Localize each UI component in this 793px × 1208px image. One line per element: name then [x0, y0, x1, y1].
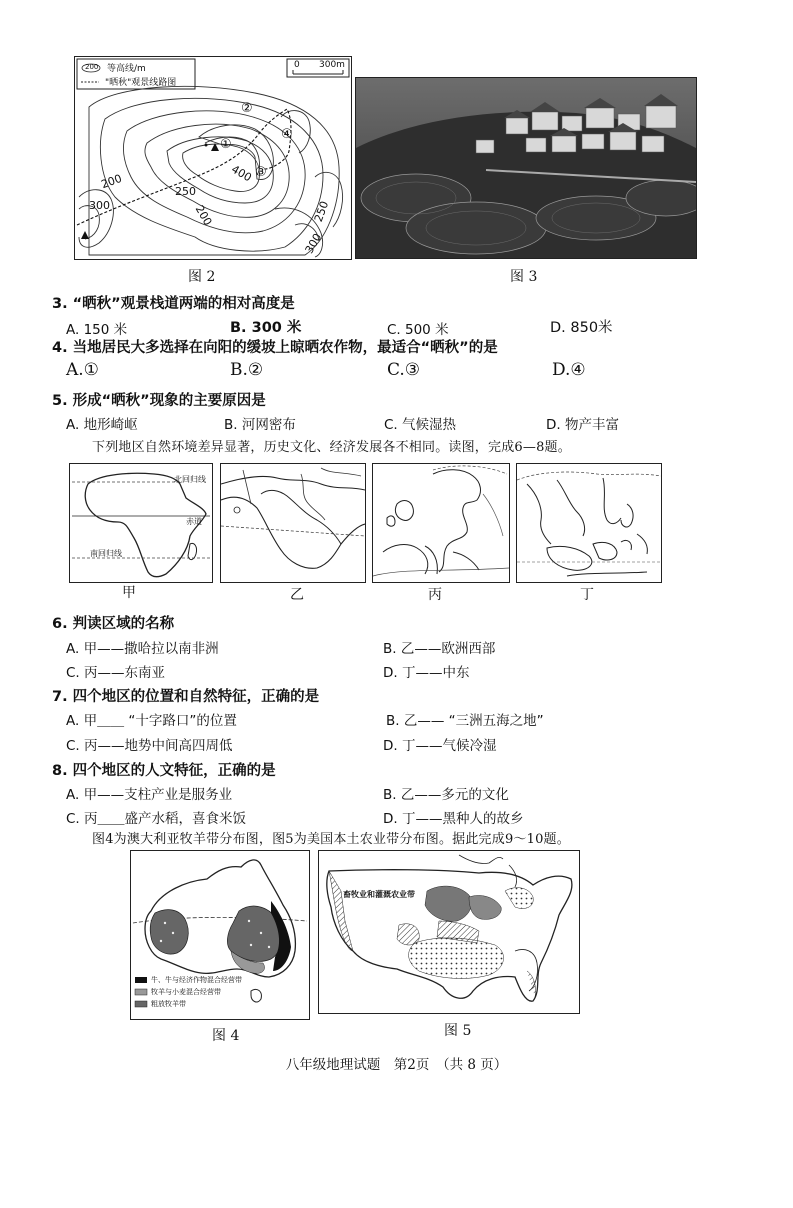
q6-option-d[interactable]: D. 丁——中东 [383, 665, 470, 681]
fig4-legend-3: 粗放牧羊带 [151, 1000, 186, 1008]
map-bing-europe [372, 463, 510, 583]
southeast-asia-map-svg [517, 464, 661, 582]
figure-4-caption: 图 4 [212, 1028, 240, 1044]
q7-option-d[interactable]: D. 丁——气候冷湿 [383, 738, 497, 754]
q5-option-b[interactable]: B. 河网密布 [224, 417, 296, 433]
q6-option-a[interactable]: A. 甲——撒哈拉以南非洲 [66, 641, 219, 657]
q8-option-b[interactable]: B. 乙——多元的文化 [383, 787, 509, 803]
q3-option-a[interactable]: A. 150 米 [66, 322, 128, 338]
contour-legend-label: 等高线/m [107, 64, 146, 74]
point-2: ② [241, 101, 253, 116]
fig4-legend-2: 牧羊与小麦混合经营带 [151, 988, 221, 996]
q3-option-c[interactable]: C. 500 米 [387, 322, 449, 338]
scale-length: 300m [319, 60, 345, 70]
contour-label: 300 [89, 199, 110, 212]
contour-label: 200 [99, 171, 124, 192]
q3-option-d[interactable]: D. 850米 [550, 320, 613, 336]
point-1: ① [220, 137, 232, 152]
contour-label: 250 [175, 185, 196, 198]
contour-label: 200 [192, 203, 215, 228]
europe-map-svg [373, 464, 509, 582]
q3-option-b[interactable]: B. 300 米 [230, 320, 302, 336]
intro-9-10: 图4为澳大利亚牧羊带分布图，图5为美国本土农业带分布图。据此完成9～10题。 [92, 832, 570, 847]
route-legend-label: "晒秋"观景线路图 [105, 78, 177, 88]
q4-option-a[interactable]: A.① [66, 360, 99, 380]
question-3-stem: 3. “晒秋”观景栈道两端的相对高度是 [52, 296, 295, 312]
question-5-stem: 5. 形成“晒秋”现象的主要原因是 [52, 393, 266, 409]
q5-option-c[interactable]: C. 气候湿热 [384, 417, 457, 433]
figure-5-caption: 图 5 [444, 1023, 472, 1039]
region-label-ding: 丁 [580, 587, 594, 603]
q6-option-b[interactable]: B. 乙——欧洲西部 [383, 641, 496, 657]
region-label-jia: 甲 [122, 585, 136, 601]
figure-3-photo [355, 77, 697, 259]
figure-4-australia-map [130, 850, 310, 1020]
q8-option-d[interactable]: D. 丁——黑种人的故乡 [383, 811, 524, 827]
contour-label: 250 [311, 199, 332, 224]
question-6-stem: 6. 判读区域的名称 [52, 616, 175, 632]
equator-label: 赤道 [186, 517, 202, 526]
fig4-legend-1: 牛、牛与经济作物混合经营带 [151, 976, 242, 984]
map-jia-africa [69, 463, 213, 583]
contour-legend-value: 200 [85, 63, 99, 71]
tropic-of-cancer-label: 北回归线 [174, 475, 206, 484]
q7-option-b[interactable]: B. 乙—— “三洲五海之地” [386, 713, 544, 729]
point-4: ④ [281, 127, 293, 142]
q4-option-c[interactable]: C.③ [387, 360, 421, 380]
page-footer: 八年级地理试题 第2页 （共 8 页） [285, 1057, 508, 1073]
question-4-stem: 4. 当地居民大多选择在向阳的缓坡上晾晒农作物，最适合“晒秋”的是 [52, 340, 498, 356]
middle-east-map-svg [221, 464, 365, 582]
figure-2-contour-map [74, 56, 352, 260]
map-yi-middle-east [220, 463, 366, 583]
usa-map-svg [319, 851, 579, 1013]
region-label-yi: 乙 [290, 587, 304, 603]
q5-option-d[interactable]: D. 物产丰富 [546, 417, 619, 433]
q5-option-a[interactable]: A. 地形崎岖 [66, 417, 138, 433]
scale-zero: 0 [294, 60, 300, 70]
fig5-ranching-label: 畜牧业和灌溉农业带 [343, 890, 415, 899]
q6-option-c[interactable]: C. 丙——东南亚 [66, 665, 166, 681]
q4-option-d[interactable]: D.④ [552, 360, 586, 380]
q7-option-a[interactable]: A. 甲＿＿ “十字路口”的位置 [66, 713, 237, 729]
figure-3-caption: 图 3 [510, 269, 538, 285]
question-8-stem: 8. 四个地区的人文特征，正确的是 [52, 763, 276, 779]
contour-label: 300 [302, 231, 325, 256]
q8-option-c[interactable]: C. 丙＿＿盛产水稻，喜食米饭 [66, 811, 247, 827]
figure-2-caption: 图 2 [188, 269, 216, 285]
region-label-bing: 丙 [428, 587, 442, 603]
tropic-of-capricorn-label: 南回归线 [90, 549, 122, 558]
figure-5-usa-map [318, 850, 580, 1014]
question-7-stem: 7. 四个地区的位置和自然特征，正确的是 [52, 689, 320, 705]
village-photo-svg [356, 78, 696, 258]
q8-option-a[interactable]: A. 甲——支柱产业是服务业 [66, 787, 233, 803]
point-3: ③ [255, 165, 267, 180]
contour-label: 400 [229, 162, 254, 185]
q7-option-c[interactable]: C. 丙——地势中间高四周低 [66, 738, 233, 754]
map-ding-southeast-asia [516, 463, 662, 583]
q4-option-b[interactable]: B.② [230, 360, 264, 380]
intro-6-8: 下列地区自然环境差异显著，历史文化、经济发展各不相同。读图，完成6—8题。 [92, 440, 571, 455]
